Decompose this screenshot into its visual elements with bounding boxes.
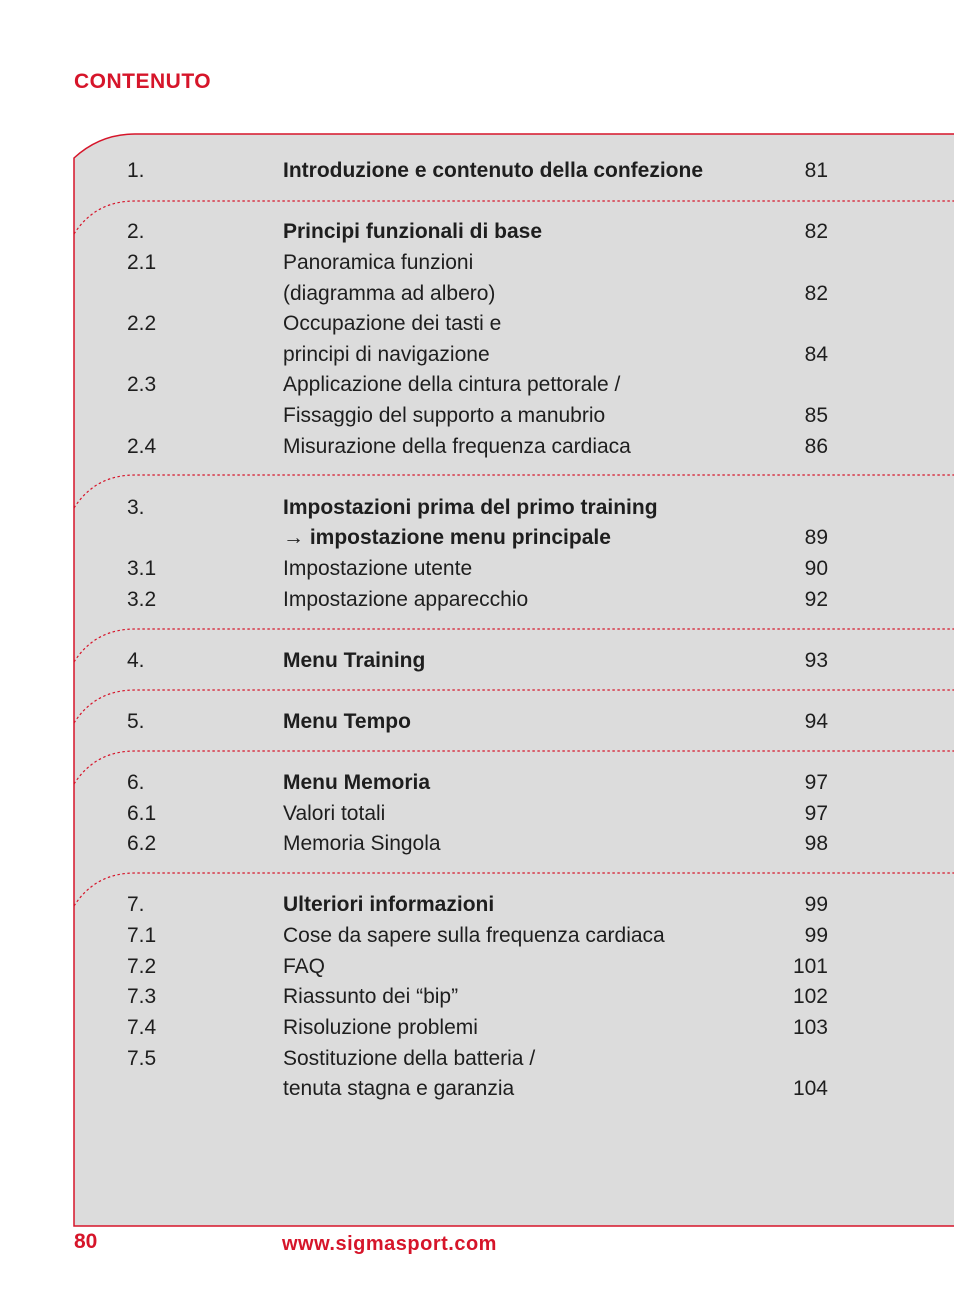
toc-entry-title: → impostazione menu principale: [283, 526, 611, 549]
toc-entry-title: Risoluzione problemi: [283, 1016, 478, 1039]
toc-entry-title: (diagramma ad albero): [283, 282, 496, 305]
toc-entry-title: Occupazione dei tasti e: [283, 312, 502, 335]
toc-entry-page: 101: [792, 955, 828, 978]
toc-entry-title: Sostituzione della batteria /: [283, 1047, 536, 1070]
toc-entry[interactable]: [0, 645, 954, 676]
toc-entry[interactable]: [0, 369, 954, 400]
toc-entry-number: 3.: [127, 496, 145, 519]
toc-entry[interactable]: [0, 247, 954, 278]
toc-entry-number: 2.: [127, 220, 145, 243]
toc-entry[interactable]: [0, 1043, 954, 1074]
toc-entry[interactable]: [0, 1012, 954, 1043]
toc-entry-title: principi di navigazione: [283, 343, 490, 366]
toc-entry-number: 2.4: [127, 435, 157, 458]
toc-entry[interactable]: [0, 767, 954, 798]
toc-entry-title: Memoria Singola: [283, 832, 441, 855]
toc-entry-number: 1.: [127, 159, 145, 182]
toc-entry-page: 84: [804, 343, 828, 366]
toc-entry-page: 94: [804, 710, 828, 733]
toc-entry-number: 7.5: [127, 1047, 157, 1070]
toc-entry-title: Menu Training: [283, 649, 426, 672]
toc-entry-number: 6.2: [127, 832, 157, 855]
toc-entry-title: Menu Tempo: [283, 710, 411, 733]
toc-entry[interactable]: [0, 492, 954, 523]
toc-entry[interactable]: [0, 706, 954, 737]
page-heading: CONTENUTO: [74, 70, 212, 93]
toc-entry[interactable]: [0, 951, 954, 982]
toc-entry-page: 102: [792, 985, 828, 1008]
toc-entry-page: 86: [804, 435, 828, 458]
toc-entry[interactable]: [0, 553, 954, 584]
toc-entry-number: 2.1: [127, 251, 157, 274]
toc-entry-title: Impostazione apparecchio: [283, 588, 529, 611]
toc-entry-number: 7.4: [127, 1016, 157, 1039]
toc-entry-number: 5.: [127, 710, 145, 733]
toc-entry-page: 98: [804, 832, 828, 855]
toc-entry-page: 97: [804, 771, 828, 794]
toc-entry-title: FAQ: [283, 955, 326, 978]
toc-entry[interactable]: [0, 278, 954, 309]
toc-entry-title: Applicazione della cintura pettorale /: [283, 373, 621, 396]
toc-entry[interactable]: [0, 339, 954, 370]
toc-entry-number: 4.: [127, 649, 145, 672]
toc-entry-number: 2.3: [127, 373, 157, 396]
toc-entry-title: Impostazioni prima del primo training: [283, 496, 658, 519]
toc-entry[interactable]: [0, 216, 954, 247]
toc-entry-number: 3.1: [127, 557, 157, 580]
toc-entry[interactable]: [0, 431, 954, 462]
toc-entry[interactable]: [0, 400, 954, 431]
toc-entry-number: 7.1: [127, 924, 157, 947]
toc-entry-title: Introduzione e contenuto della confezione: [283, 159, 704, 182]
toc-entry-title: Misurazione della frequenza cardiaca: [283, 435, 631, 458]
toc-entry-page: 97: [804, 802, 828, 825]
toc-entry-number: 7.3: [127, 985, 157, 1008]
toc-entry-title: Menu Memoria: [283, 771, 431, 794]
toc-entry-page: 90: [804, 557, 828, 580]
toc-entry-title: Riassunto dei “bip”: [283, 985, 459, 1008]
toc-entry-page: 92: [804, 588, 828, 611]
toc-entry-title: Ulteriori informazioni: [283, 893, 495, 916]
toc-entry-title: Fissaggio del supporto a manubrio: [283, 404, 606, 427]
toc-entry-number: 2.2: [127, 312, 157, 335]
toc-entry-page: 93: [804, 649, 828, 672]
toc-entry[interactable]: [0, 1073, 954, 1104]
toc-entry-page: 99: [804, 924, 828, 947]
toc-entry-page: 99: [804, 893, 828, 916]
toc-entry[interactable]: [0, 522, 954, 553]
toc-entry-page: 82: [804, 282, 828, 305]
toc-entry-number: 3.2: [127, 588, 157, 611]
toc-entry[interactable]: [0, 828, 954, 859]
toc-entry-number: 7.: [127, 893, 145, 916]
toc-entry-title: Cose da sapere sulla frequenza cardiaca: [283, 924, 665, 947]
toc-entry[interactable]: [0, 155, 954, 186]
toc-entry-title: Impostazione utente: [283, 557, 473, 580]
toc-entry-title: Valori totali: [283, 802, 386, 825]
toc-entry[interactable]: [0, 308, 954, 339]
footer-url[interactable]: www.sigmasport.com: [282, 1233, 497, 1255]
toc-entry-title: Panoramica funzioni: [283, 251, 474, 274]
toc-entry-page: 89: [804, 526, 828, 549]
toc-entry-number: 6.: [127, 771, 145, 794]
toc-entry[interactable]: [0, 584, 954, 615]
footer-page-number: 80: [74, 1230, 98, 1253]
toc-entry-title: Principi funzionali di base: [283, 220, 543, 243]
toc-entry-page: 81: [804, 159, 828, 182]
toc-entry-page: 85: [804, 404, 828, 427]
toc-entry-page: 104: [792, 1077, 828, 1100]
toc-entry[interactable]: [0, 798, 954, 829]
toc-entry[interactable]: [0, 981, 954, 1012]
toc-entry-page: 82: [804, 220, 828, 243]
toc-entry-title: tenuta stagna e garanzia: [283, 1077, 515, 1100]
toc-entry[interactable]: [0, 920, 954, 951]
toc-entry-number: 7.2: [127, 955, 157, 978]
toc-entry[interactable]: [0, 889, 954, 920]
toc-entry-number: 6.1: [127, 802, 157, 825]
toc-entry-page: 103: [792, 1016, 828, 1039]
